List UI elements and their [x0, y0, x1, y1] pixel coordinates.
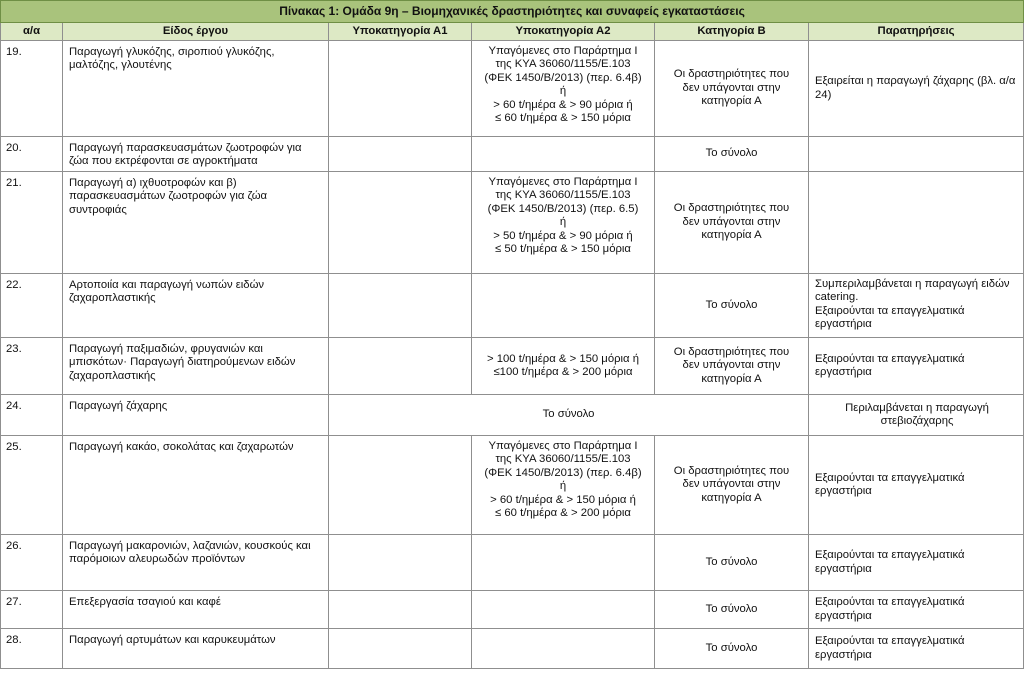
- row-notes: Εξαιρούνται τα επαγγελματικά εργαστήρια: [809, 436, 1024, 535]
- row-category-b: [655, 274, 809, 338]
- row-notes: [809, 137, 1024, 172]
- a2-line: ≤ 60 t/ημέρα & > 150 μόρια: [495, 112, 631, 125]
- a2-line: (ΦΕΚ 1450/Β/2013) (περ. 6.5): [487, 202, 639, 215]
- a2-line: (ΦΕΚ 1450/Β/2013) (περ. 6.4β): [484, 466, 642, 479]
- row-category-b: [655, 338, 809, 395]
- a2-line: ≤100 t/ημέρα & > 200 μόρια: [493, 366, 633, 378]
- row-num: 21.: [1, 172, 63, 274]
- row-notes: Εξαιρούνται τα επαγγελματικά εργαστήρια: [809, 338, 1024, 395]
- row-subcat-a2: [472, 535, 655, 591]
- row-description: Παραγωγή γλυκόζης, σιροπιού γλυκόζης, μαλτόζης, γλουτένης: [63, 41, 329, 137]
- row-num: 19.: [1, 41, 63, 137]
- a2-line: > 60 t/ημέρα & > 90 μόρια ή: [493, 98, 633, 111]
- row-category-b: [655, 436, 809, 535]
- b-line: Οι δραστηριότητες που: [673, 464, 790, 477]
- a2-line: > 100 t/ημέρα & > 150 μόρια ή: [486, 352, 639, 365]
- a2-line: ≤ 60 t/ημέρα & > 200 μόρια: [495, 507, 631, 520]
- row-num: 26.: [1, 535, 63, 591]
- b-line: κατηγορία Α: [701, 229, 762, 242]
- b-line: κατηγορία Α: [701, 95, 762, 108]
- row-notes: [809, 274, 1024, 338]
- notes-line: Εξαιρούνται τα επαγγελματικά εργαστήρια: [815, 304, 965, 331]
- row-subcat-a1: [329, 41, 472, 137]
- row-num: 23.: [1, 338, 63, 395]
- row-category-b: [655, 629, 809, 669]
- row-subcat-a1: [329, 274, 472, 338]
- col-header-num: α/α: [1, 23, 63, 41]
- row-notes: [809, 172, 1024, 274]
- row-subcat-a1: [329, 629, 472, 669]
- a2-line: Υπαγόμενες στο Παράρτημα Ι: [488, 45, 638, 57]
- b-line: δεν υπάγονται στην: [682, 478, 781, 491]
- row-subcat-a2: [472, 338, 655, 395]
- row-subcat-a2: [472, 629, 655, 669]
- row-description: Παραγωγή ζάχαρης: [63, 395, 329, 436]
- col-header-subcat-a2: Υποκατηγορία Α2: [472, 23, 655, 41]
- row-description: Παραγωγή αρτυμάτων και καρυκευμάτων: [63, 629, 329, 669]
- b-line: Οι δραστηριότητες που: [673, 345, 790, 358]
- a2-line: > 60 t/ημέρα & > 150 μόρια ή: [490, 493, 636, 506]
- col-header-notes: Παρατηρήσεις: [809, 23, 1024, 41]
- table-row: [1, 535, 1024, 591]
- table-row: [1, 338, 1024, 395]
- row-subcat-a2: [472, 274, 655, 338]
- row-num: 27.: [1, 591, 63, 629]
- a2-line: ή: [559, 85, 567, 98]
- table-row: [1, 172, 1024, 274]
- row-category-b: [655, 591, 809, 629]
- col-header-category-b: Κατηγορία Β: [655, 23, 809, 41]
- row-description: Αρτοποιία και παραγωγή νωπών ειδών ζαχαροπλαστικής: [63, 274, 329, 338]
- b-line: Το σύνολο: [705, 641, 758, 654]
- a2-line: > 50 t/ημέρα & > 90 μόρια ή: [493, 229, 633, 242]
- b-line: Οι δραστηριότητες που: [673, 202, 790, 215]
- row-subcat-a1: [329, 137, 472, 172]
- row-subcat-a2: [472, 41, 655, 137]
- row-notes: Εξαιρείται η παραγωγή ζάχαρης (βλ. α/α 24): [809, 41, 1024, 137]
- b-line: κατηγορία Α: [701, 491, 762, 504]
- row-num: 25.: [1, 436, 63, 535]
- a2-line: της ΚΥΑ 36060/1155/Ε.103: [495, 58, 631, 71]
- table-row: [1, 591, 1024, 629]
- a2-line: Υπαγόμενες στο Παράρτημα Ι: [488, 440, 638, 452]
- row-description: Επεξεργασία τσαγιού και καφέ: [63, 591, 329, 629]
- row-notes: Εξαιρούνται τα επαγγελματικά εργαστήρια: [809, 629, 1024, 669]
- row-subcat-a2: [472, 436, 655, 535]
- row-category-b: [655, 535, 809, 591]
- row-num: 24.: [1, 395, 63, 436]
- col-header-description: Είδος έργου: [63, 23, 329, 41]
- a2-line: της ΚΥΑ 36060/1155/Ε.103: [495, 453, 631, 466]
- a2-line: Υπαγόμενες στο Παράρτημα Ι: [488, 176, 638, 188]
- row-subcat-a1: [329, 436, 472, 535]
- row-category-b: [655, 172, 809, 274]
- table-row: [1, 436, 1024, 535]
- row-subcat-a1: [329, 172, 472, 274]
- row-subcat-a2: [472, 591, 655, 629]
- notes-line: Συμπεριλαμβάνεται η παραγωγή ειδών catering.: [815, 278, 1010, 304]
- row-description: Παραγωγή μακαρονιών, λαζανιών, κουσκούς και παρόμοιων αλευρωδών προϊόντων: [63, 535, 329, 591]
- table-row: [1, 395, 1024, 436]
- table-row: [1, 41, 1024, 137]
- b-line: Το σύνολο: [705, 298, 758, 311]
- col-header-subcat-a1: Υποκατηγορία Α1: [329, 23, 472, 41]
- table-title: Πίνακας 1: Ομάδα 9η – Βιομηχανικές δραστηριότητες και συναφείς εγκαταστάσεις: [1, 1, 1024, 23]
- row-category-b: [655, 137, 809, 172]
- row-num: 28.: [1, 629, 63, 669]
- b-line: Το σύνολο: [705, 147, 758, 160]
- a2-line: ≤ 50 t/ημέρα & > 150 μόρια: [495, 243, 631, 256]
- row-description: Παραγωγή παξιμαδιών, φρυγανιών και μπισκότων· Παραγωγή διατηρούμενων ειδών ζαχαροπλαστικής: [63, 338, 329, 395]
- a2-line: ή: [559, 216, 567, 229]
- row-description: Παραγωγή α) ιχθυοτροφών και β) παρασκευασμάτων ζωοτροφών για ζώα συντροφιάς: [63, 172, 329, 274]
- row-subcat-a1: [329, 535, 472, 591]
- a2-line: της ΚΥΑ 36060/1155/Ε.103: [495, 189, 631, 202]
- row-subcat-a1: [329, 338, 472, 395]
- b-line: δεν υπάγονται στην: [682, 359, 781, 372]
- row-notes: Περιλαμβάνεται η παραγωγή στεβιοζάχαρης: [809, 395, 1024, 436]
- a2-line: ή: [559, 480, 567, 493]
- b-line: Το σύνολο: [705, 602, 758, 615]
- b-line: δεν υπάγονται στην: [682, 81, 781, 94]
- row-category-b: [655, 41, 809, 137]
- row-merged-categories: Το σύνολο: [329, 395, 809, 436]
- row-num: 20.: [1, 137, 63, 172]
- table-row: [1, 137, 1024, 172]
- row-subcat-a1: [329, 591, 472, 629]
- b-line: κατηγορία Α: [701, 372, 762, 385]
- table-row: [1, 629, 1024, 669]
- b-line: Οι δραστηριότητες που: [673, 68, 790, 81]
- row-notes: Εξαιρούνται τα επαγγελματικά εργαστήρια: [809, 591, 1024, 629]
- table-row: [1, 274, 1024, 338]
- row-description: Παραγωγή κακάο, σοκολάτας και ζαχαρωτών: [63, 436, 329, 535]
- row-subcat-a2: [472, 137, 655, 172]
- b-line: Το σύνολο: [705, 555, 758, 568]
- a2-line: (ΦΕΚ 1450/Β/2013) (περ. 6.4β): [484, 71, 642, 84]
- row-notes: Εξαιρούνται τα επαγγελματικά εργαστήρια: [809, 535, 1024, 591]
- row-description: Παραγωγή παρασκευασμάτων ζωοτροφών για ζώα που εκτρέφονται σε αγροκτήματα: [63, 137, 329, 172]
- row-num: 22.: [1, 274, 63, 338]
- row-subcat-a2: [472, 172, 655, 274]
- b-line: δεν υπάγονται στην: [682, 215, 781, 228]
